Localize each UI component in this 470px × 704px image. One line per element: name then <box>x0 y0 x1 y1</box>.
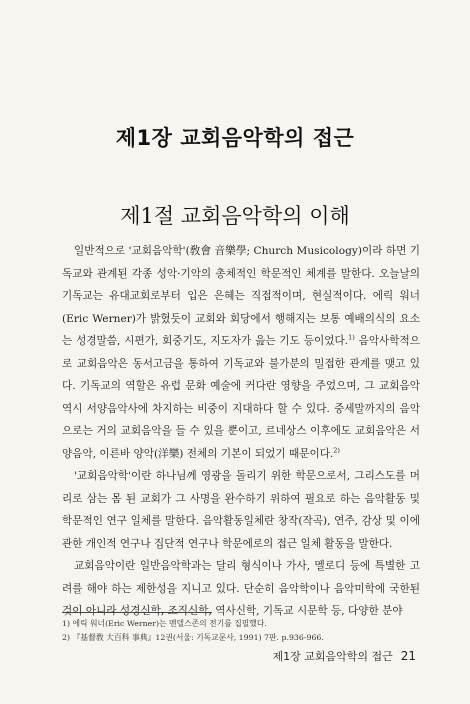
paragraph-1 <box>62 240 420 465</box>
paragraph-2-text: '교회음악학'이란 하나님께 영광을 돌리기 위한 학문으로서, 그리스도를 머리로 삼는 몸 된 교회가 그 사명을 완수하기 위하여 필요로 하는 음악활동 및 학문적인 연구 일체를 말한다. 음악활동일체란 창작(작곡), 연주, 감상 및 이에 관한 개인적 연구나 집단적 연구나 학문에로의 접근 일체 활동을 말한다. <box>62 470 420 550</box>
footnote-2: 2) 『基督敎 大百科 事典』12권(서울: 기독교문사, 1991) 7판. p.936-966. <box>62 633 324 642</box>
body-text <box>62 240 420 623</box>
footnote-ref-1: 1) <box>348 333 355 342</box>
footnotes <box>62 617 422 645</box>
paragraph-1-text-cont: 음악사학적으로 교회음악은 동서고금을 통하여 기독교와 불가분의 밀접한 관계를 맺고 있다. 기독교의 역할은 유럽 문화 예술에 커다란 영향을 주었으며, 그 교회음악 역시 서양음악사에 차지하는 비중이 지대하다 할 수 있다. 중세말까지의 음악으로는 거의 교회음악을 들 수 있을 뿐이고, 르네상스 이후에도 교회음악은 서양음악, 이른바 양악(洋樂) 전체의 기본이 되었기 때문이다. <box>62 335 420 460</box>
page-number: 21 <box>400 649 416 663</box>
footnote-divider <box>62 612 212 613</box>
footnote-ref-2: 2) <box>333 445 340 454</box>
running-footer <box>272 648 416 664</box>
footnote-1: 1) 에릭 워너(Eric Werner)는 멘델스존의 전기를 집필했다. <box>62 619 267 628</box>
paragraph-3-text: 교회음악이란 일반음악학과는 달리 형식이나 가사, 멜로디 등에 특별한 고려를 해야 하는 제한성을 지니고 있다. 단순히 음악학이나 음악미학에 국한된 것이 아니라 성경신학, 조직신학, 역사신학, 기독교 시문학 등, 다양한 분야 <box>62 560 420 617</box>
section-title: 제1절 교회음악학의 이해 <box>120 204 350 228</box>
paragraph-1-text: 일반적으로 '교회음악학'(敎會 音樂學; Church Musicology)이라 하면 기독교와 관계된 각종 성악·기악의 총체적인 학문적인 체계를 말한다. 오늘날의 기독교는 유대교회로부터 입은 은혜는 직접적이며, 현실적이다. 에릭 워너(Eric Werner)가 밝혔듯이 교회와 회당에서 행해지는 보통 예배의식의 요소는 성경말씀, 시편가, 회중기도, 지도자가 읊는 기도 등이었다. <box>62 245 420 347</box>
chapter-title: 제1장 교회음악학의 접근 <box>115 126 355 150</box>
paragraph-2 <box>62 465 420 555</box>
footer-chapter-label: 제1장 교회음악학의 접근 <box>272 650 393 663</box>
